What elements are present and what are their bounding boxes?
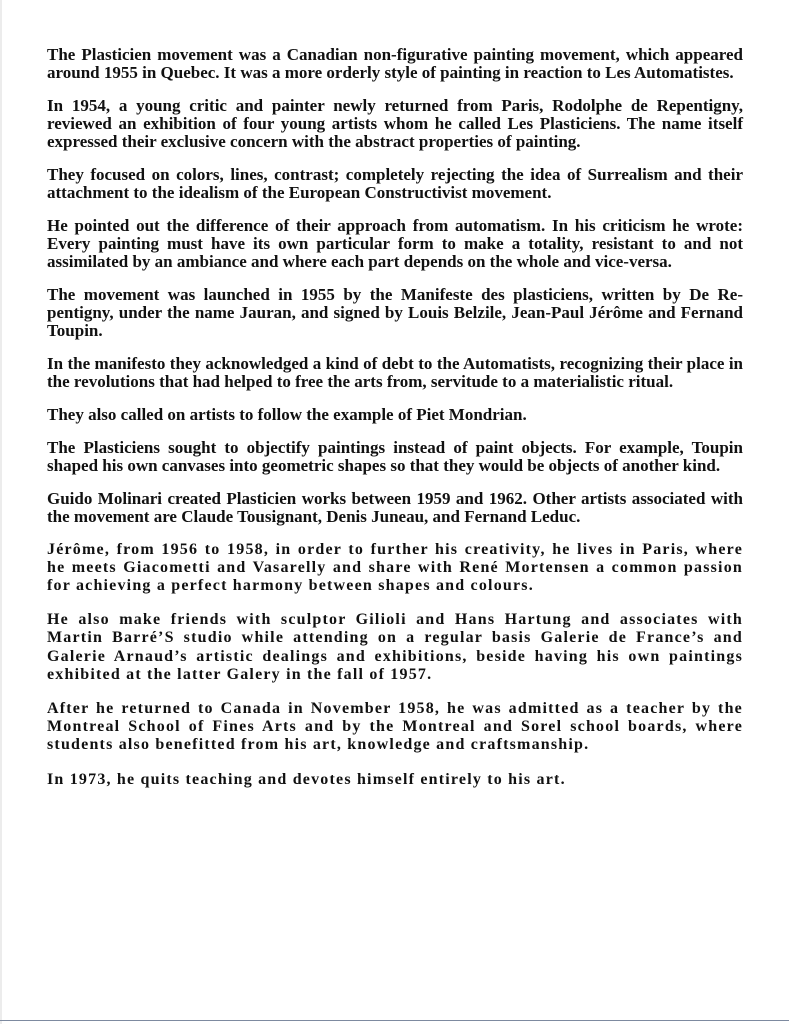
bottom-rule [0,1020,789,1021]
paragraph-9: Guido Molinari created Plasticien works between 1959 and 1962. Other artists associated with the movement are Claude Tousignant, Denis Juneau, and Fernand Leduc. [47,488,743,526]
paragraph-1: The Plasticien movement was a Canadian non-figurative painting movement, which appeared around 1955 in Quebec. It was a more orderly style of painting in reaction to Les Automatistes. [47,45,743,83]
paragraph-3: They focused on colors, lines, contrast; completely rejecting the idea of Surrealism and their attachment to the idealism of the European Constructivist movement. [47,165,743,203]
paragraph-2: In 1954, a young critic and painter newly returned from Paris, Rodolphe de Repentigny, reviewed an exhibition of four young artists whom he called Les Plasticiens. The name itself expressed their exclusive concern with the abstract properties of painting. [47,95,743,152]
page-left-edge [0,0,2,1024]
paragraph-5: The movement was launched in 1955 by the Manifeste des plasticiens, written by De Repentigny, under the name Jauran, and signed by Louis Belzile, Jean-Paul Jérôme and Fernand Toupin. [47,285,743,341]
paragraph-13: In 1973, he quits teaching and devotes himself entirely to his art. [47,770,566,788]
paragraph-8: The Plasticiens sought to objectify paintings instead of paint objects. For example, Toupin shaped his own canvases into geometric shapes so that they would be objects of another kind. [47,437,743,475]
paragraph-10: Jérôme, from 1956 to 1958, in order to further his creativity, he lives in Paris, where he meets Giacometti and Vasarelly and share with René Mortensen a common passion for achieving a perfect harmony between shapes and colours. [47,540,743,594]
paragraph-11: He also make friends with sculptor Gilioli and Hans Hartung and associates with Martin Barré’S studio while attending on a regular basis Galerie de France’s and Galerie Arnaud’s artistic dealings and exhibitions, beside having his own paintings exhibited at the latter Galery in the fall of 1957. [47,611,743,683]
paragraph-4: He pointed out the difference of their approach from automatism. In his criticism he wrote: Every painting must have its own particular form to make a totality, resistant to and not assimilated by an ambiance and where each part depends on the whole and vice-versa. [47,215,743,272]
paragraph-12: After he returned to Canada in November 1958, he was admitted as a teacher by the Montreal School of Fines Arts and by the Montreal and Sorel school boards, where students also benefitted from his art, knowledge and craftsmanship. [47,699,743,754]
paragraph-6: In the manifesto they acknowledged a kind of debt to the Automatists, recognizing their place in the revolutions that had helped to free the arts from, servitude to a materialistic ritual. [47,354,743,392]
paragraph-7: They also called on artists to follow the example of Piet Mondrian. [47,405,527,425]
document-page [47,46,743,805]
